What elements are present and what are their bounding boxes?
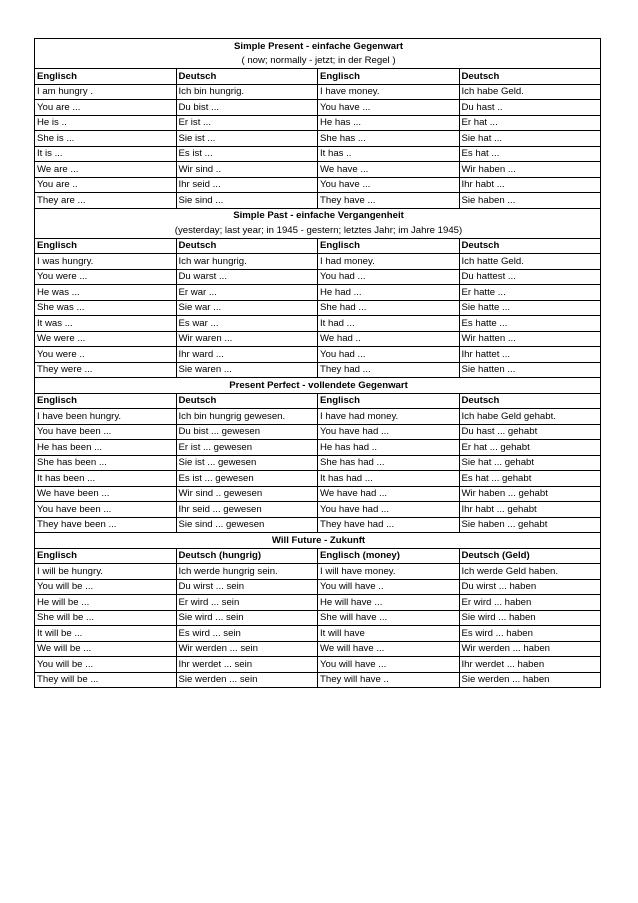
table-cell: Wir werden ... haben: [459, 641, 601, 657]
table-cell: Wir waren ...: [176, 331, 318, 347]
tense-table-body: [35, 39, 601, 688]
table-cell: Ihr werdet ... haben: [459, 657, 601, 673]
table-row: [35, 657, 601, 673]
section-title-row: [35, 39, 601, 54]
table-cell: We had ..: [318, 331, 460, 347]
table-cell: You have been ...: [35, 502, 177, 518]
table-cell: They will have ..: [318, 672, 460, 688]
section-title: Present Perfect - vollendete Gegenwart: [35, 378, 601, 394]
table-row: [35, 641, 601, 657]
table-cell: They have had ...: [318, 517, 460, 533]
table-row: [35, 331, 601, 347]
table-cell: Wir sind .. gewesen: [176, 486, 318, 502]
table-cell: It has ..: [318, 146, 460, 162]
section-subtitle: ( now; normally - jetzt; in der Regel ): [35, 54, 601, 69]
table-cell: Es hat ... gehabt: [459, 471, 601, 487]
table-cell: She is ...: [35, 131, 177, 147]
table-cell: We have ...: [318, 162, 460, 178]
table-cell: You are ...: [35, 100, 177, 116]
table-cell: We will have ...: [318, 641, 460, 657]
table-row: [35, 347, 601, 363]
column-header: Englisch: [318, 238, 460, 254]
table-cell: Sie haben ...: [459, 193, 601, 209]
table-cell: Sie hatten ...: [459, 362, 601, 378]
table-cell: Du wirst ... sein: [176, 579, 318, 595]
column-header: Deutsch: [459, 69, 601, 85]
table-cell: Er hat ... gehabt: [459, 440, 601, 456]
table-cell: He has ...: [318, 115, 460, 131]
table-row: [35, 269, 601, 285]
table-row: [35, 564, 601, 580]
table-cell: He is ..: [35, 115, 177, 131]
table-cell: Sie werden ... haben: [459, 672, 601, 688]
section-title: Simple Present - einfache Gegenwart: [35, 39, 601, 54]
table-cell: Es wird ... sein: [176, 626, 318, 642]
table-cell: They have ...: [318, 193, 460, 209]
table-row: [35, 424, 601, 440]
column-header: Deutsch: [459, 393, 601, 409]
table-cell: Ich werde hungrig sein.: [176, 564, 318, 580]
column-header: Englisch: [318, 393, 460, 409]
table-cell: Es ist ... gewesen: [176, 471, 318, 487]
table-cell: Du wirst ... haben: [459, 579, 601, 595]
table-cell: Wir werden ... sein: [176, 641, 318, 657]
table-cell: Wir sind ..: [176, 162, 318, 178]
table-cell: Sie sind ...: [176, 193, 318, 209]
table-row: [35, 300, 601, 316]
table-row: [35, 115, 601, 131]
section-subtitle-row: [35, 223, 601, 238]
table-cell: She had ...: [318, 300, 460, 316]
table-cell: I have had money.: [318, 409, 460, 425]
section-title-row: [35, 208, 601, 223]
table-cell: We have been ...: [35, 486, 177, 502]
table-cell: Ihr seid ...: [176, 177, 318, 193]
table-cell: It will have: [318, 626, 460, 642]
table-cell: They have been ...: [35, 517, 177, 533]
table-cell: I have been hungry.: [35, 409, 177, 425]
table-cell: Er wird ... sein: [176, 595, 318, 611]
column-header: Deutsch (hungrig): [176, 548, 318, 564]
column-header: Deutsch: [176, 238, 318, 254]
table-cell: He has had ..: [318, 440, 460, 456]
section-title-row: [35, 378, 601, 394]
column-header-row: [35, 393, 601, 409]
document-page: [34, 38, 600, 688]
table-cell: Es hat ...: [459, 146, 601, 162]
table-row: [35, 595, 601, 611]
table-cell: You had ...: [318, 347, 460, 363]
table-row: [35, 610, 601, 626]
table-cell: Ihr habt ... gehabt: [459, 502, 601, 518]
table-cell: Du bist ... gewesen: [176, 424, 318, 440]
column-header: Englisch: [35, 548, 177, 564]
table-cell: Sie waren ...: [176, 362, 318, 378]
table-cell: Ihr ward ...: [176, 347, 318, 363]
table-cell: We will be ...: [35, 641, 177, 657]
table-cell: We are ...: [35, 162, 177, 178]
table-cell: It is ...: [35, 146, 177, 162]
table-row: [35, 177, 601, 193]
table-cell: Ihr habt ...: [459, 177, 601, 193]
table-cell: You were ...: [35, 269, 177, 285]
column-header-row: [35, 238, 601, 254]
section-title: Simple Past - einfache Vergangenheit: [35, 208, 601, 223]
table-cell: Es war ...: [176, 316, 318, 332]
table-cell: I have money.: [318, 84, 460, 100]
column-header: Deutsch (Geld): [459, 548, 601, 564]
table-cell: You have had ...: [318, 502, 460, 518]
table-cell: You have been ...: [35, 424, 177, 440]
table-cell: I am hungry .: [35, 84, 177, 100]
table-cell: Ich werde Geld haben.: [459, 564, 601, 580]
table-cell: Sie haben ... gehabt: [459, 517, 601, 533]
table-cell: I will be hungry.: [35, 564, 177, 580]
section-subtitle: (yesterday; last year; in 1945 - gestern; letztes Jahr; im Jahre 1945): [35, 223, 601, 238]
table-cell: It was ...: [35, 316, 177, 332]
section-subtitle-row: [35, 54, 601, 69]
table-cell: You are ..: [35, 177, 177, 193]
table-cell: Du hast ..: [459, 100, 601, 116]
table-cell: Ihr seid ... gewesen: [176, 502, 318, 518]
column-header-row: [35, 69, 601, 85]
table-cell: Er ist ... gewesen: [176, 440, 318, 456]
table-cell: Du hast ... gehabt: [459, 424, 601, 440]
table-cell: Ihr werdet ... sein: [176, 657, 318, 673]
table-cell: He will be ...: [35, 595, 177, 611]
table-cell: She has been ...: [35, 455, 177, 471]
table-cell: Ich hatte Geld.: [459, 254, 601, 270]
table-row: [35, 254, 601, 270]
table-cell: You had ...: [318, 269, 460, 285]
table-row: [35, 84, 601, 100]
table-cell: He will have ...: [318, 595, 460, 611]
table-cell: They are ...: [35, 193, 177, 209]
table-cell: Ich war hungrig.: [176, 254, 318, 270]
table-row: [35, 471, 601, 487]
table-cell: Sie ist ... gewesen: [176, 455, 318, 471]
table-cell: You have ...: [318, 100, 460, 116]
table-cell: You will be ...: [35, 579, 177, 595]
table-cell: Sie werden ... sein: [176, 672, 318, 688]
table-cell: Er war ...: [176, 285, 318, 301]
table-cell: Er wird ... haben: [459, 595, 601, 611]
table-cell: Sie sind ... gewesen: [176, 517, 318, 533]
table-cell: She will have ...: [318, 610, 460, 626]
table-cell: I was hungry.: [35, 254, 177, 270]
table-cell: She has ...: [318, 131, 460, 147]
table-cell: You were ..: [35, 347, 177, 363]
column-header: Englisch: [35, 393, 177, 409]
table-cell: Sie wird ... haben: [459, 610, 601, 626]
table-row: [35, 626, 601, 642]
table-cell: Wir haben ...: [459, 162, 601, 178]
table-cell: Es hatte ...: [459, 316, 601, 332]
table-cell: Er hatte ...: [459, 285, 601, 301]
column-header: Englisch: [35, 69, 177, 85]
table-cell: You will have ...: [318, 657, 460, 673]
table-cell: You will have ..: [318, 579, 460, 595]
table-row: [35, 455, 601, 471]
table-row: [35, 409, 601, 425]
table-row: [35, 146, 601, 162]
table-cell: She has had ...: [318, 455, 460, 471]
table-cell: Sie wird ... sein: [176, 610, 318, 626]
table-cell: He had ...: [318, 285, 460, 301]
table-cell: Ihr hattet ...: [459, 347, 601, 363]
table-cell: Ich bin hungrig.: [176, 84, 318, 100]
table-row: [35, 579, 601, 595]
table-row: [35, 486, 601, 502]
table-row: [35, 100, 601, 116]
table-cell: They had ...: [318, 362, 460, 378]
column-header-row: [35, 548, 601, 564]
table-cell: It has been ...: [35, 471, 177, 487]
table-cell: You will be ...: [35, 657, 177, 673]
table-row: [35, 316, 601, 332]
table-cell: Es wird ... haben: [459, 626, 601, 642]
table-cell: She will be ...: [35, 610, 177, 626]
table-cell: Wir hatten ...: [459, 331, 601, 347]
table-cell: Du bist ...: [176, 100, 318, 116]
table-cell: Sie hat ...: [459, 131, 601, 147]
table-cell: I had money.: [318, 254, 460, 270]
table-cell: We have had ...: [318, 486, 460, 502]
table-row: [35, 285, 601, 301]
column-header: Englisch: [318, 69, 460, 85]
table-cell: It had ...: [318, 316, 460, 332]
table-cell: They will be ...: [35, 672, 177, 688]
table-cell: She was ...: [35, 300, 177, 316]
table-cell: It will be ...: [35, 626, 177, 642]
section-title: Will Future - Zukunft: [35, 533, 601, 549]
table-cell: They were ...: [35, 362, 177, 378]
table-cell: Er ist ...: [176, 115, 318, 131]
column-header: Deutsch: [459, 238, 601, 254]
table-cell: Sie hatte ...: [459, 300, 601, 316]
column-header: Deutsch: [176, 393, 318, 409]
table-row: [35, 502, 601, 518]
table-cell: I will have money.: [318, 564, 460, 580]
table-row: [35, 162, 601, 178]
table-row: [35, 440, 601, 456]
table-cell: He has been ...: [35, 440, 177, 456]
table-cell: Du hattest ...: [459, 269, 601, 285]
column-header: Englisch: [35, 238, 177, 254]
table-cell: You have ...: [318, 177, 460, 193]
table-cell: Wir haben ... gehabt: [459, 486, 601, 502]
table-row: [35, 131, 601, 147]
column-header: Englisch (money): [318, 548, 460, 564]
table-row: [35, 672, 601, 688]
table-cell: Ich habe Geld gehabt.: [459, 409, 601, 425]
column-header: Deutsch: [176, 69, 318, 85]
table-cell: He was ...: [35, 285, 177, 301]
table-row: [35, 517, 601, 533]
section-title-row: [35, 533, 601, 549]
table-cell: Ich bin hungrig gewesen.: [176, 409, 318, 425]
table-cell: We were ...: [35, 331, 177, 347]
table-cell: Sie ist ...: [176, 131, 318, 147]
table-cell: It has had ...: [318, 471, 460, 487]
table-cell: Ich habe Geld.: [459, 84, 601, 100]
tense-table: [34, 38, 601, 688]
table-row: [35, 193, 601, 209]
table-cell: Du warst ...: [176, 269, 318, 285]
table-cell: Es ist ...: [176, 146, 318, 162]
table-cell: You have had ...: [318, 424, 460, 440]
table-cell: Sie war ...: [176, 300, 318, 316]
table-row: [35, 362, 601, 378]
table-cell: Er hat ...: [459, 115, 601, 131]
table-cell: Sie hat ... gehabt: [459, 455, 601, 471]
